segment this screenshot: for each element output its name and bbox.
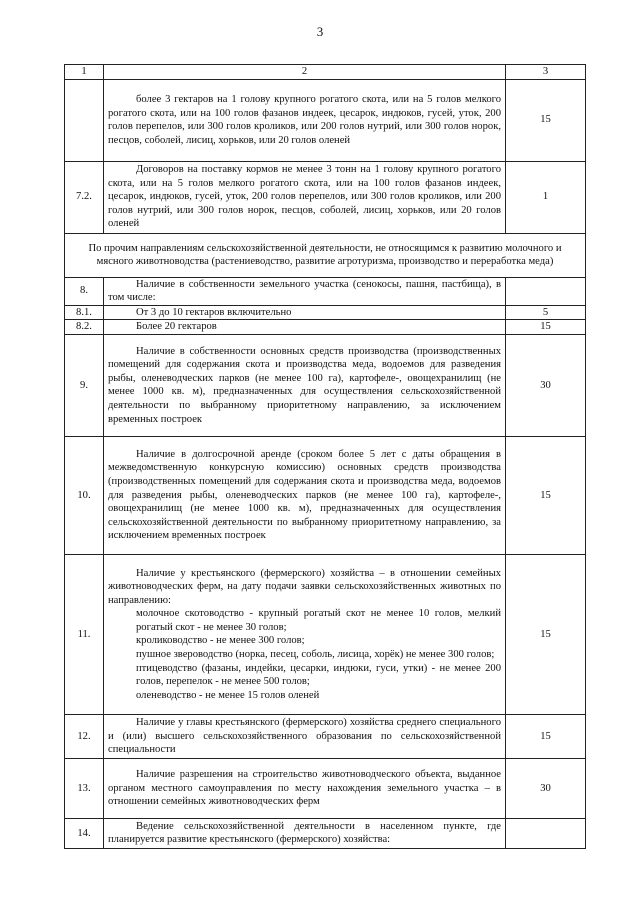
table-row xyxy=(65,79,586,161)
row-number: 12. xyxy=(65,714,104,758)
row-text: более 3 гектаров на 1 голову крупного рогатого скота, или на 5 голов мелкого рогатого скота, или на 100 голов фазанов индеек, цесарок, индюков, гусей, уток, 200 голов перепелов, или 300 голов кроликов, или 200 голов нутрий, или 300 голов норок, песцов, соболей, лисиц, хорьков, или 20 голов оленей xyxy=(104,79,506,161)
row-text: Ведение сельскохозяйственной деятельности в населенном пункте, где планируется развитие крестьянского (фермерского) хозяйства: xyxy=(104,818,506,848)
table-row xyxy=(65,334,586,436)
header-col-1: 1 xyxy=(65,65,104,80)
row-text xyxy=(104,554,506,714)
row-number: 8.1. xyxy=(65,305,104,320)
header-col-2: 2 xyxy=(104,65,506,80)
row-number: 14. xyxy=(65,818,104,848)
row-score: 1 xyxy=(506,161,586,233)
table-row xyxy=(65,320,586,335)
row-number xyxy=(65,79,104,161)
row-score: 5 xyxy=(506,305,586,320)
list-item: оленеводство - не менее 15 голов оленей xyxy=(136,689,320,701)
row-text: Наличие в долгосрочной аренде (сроком более 5 лет с даты обращения в межведомственную конкурсную комиссию) основных средств производства (производственных помещений для содержания скота и производства меда, водоемов для разведения рыбы, оленеводческих парков (не менее 100 га), картофеле-, овощехранилищ (не менее 1000 кв. м), предназначенных для осуществления сельскохозяйственной деятельности по выбранному приоритетному направлению, за исключением временных построек xyxy=(104,436,506,554)
row-text: Наличие в собственности земельного участка (сенокосы, пашня, пастбища), в том числе: xyxy=(104,277,506,305)
row-score: 15 xyxy=(506,554,586,714)
row-number: 8. xyxy=(65,277,104,305)
page-number: 3 xyxy=(316,24,324,39)
row-score: 15 xyxy=(506,436,586,554)
row-text: Более 20 гектаров xyxy=(104,320,506,335)
row-score: 30 xyxy=(506,758,586,818)
row-number: 8.2. xyxy=(65,320,104,335)
list-item: кролиководство - не менее 300 голов; xyxy=(136,635,305,647)
table-row xyxy=(65,758,586,818)
row-score xyxy=(506,818,586,848)
row-text: Договоров на поставку кормов не менее 3 тонн на 1 голову крупного рогатого скота, или на 5 голов мелкого рогатого скота, или на 100 голов фазанов индеек, цесарок, индюков, гусей, уток, 200 голов перепелов, или 300 голов кроликов, или 200 голов нутрий, или 300 голов норок, песцов, соболей, лисиц, хорьков, или 20 голов оленей xyxy=(104,161,506,233)
table-row xyxy=(65,436,586,554)
row-score xyxy=(506,277,586,305)
table-row xyxy=(65,161,586,233)
row-intro: Наличие у крестьянского (фермерского) хозяйства – в отношении семейных животноводческих ферм, на дату подачи заявки сельскохозяйственных животных по направлению: xyxy=(108,567,501,606)
section-row xyxy=(65,233,586,277)
table-header-row xyxy=(65,65,586,80)
table-row xyxy=(65,818,586,848)
row-number: 9. xyxy=(65,334,104,436)
row-number: 10. xyxy=(65,436,104,554)
section-heading: По прочим направлениям сельскохозяйственной деятельности, не относящимся к развитию молочного и мясного животноводства (растениеводство, развитие агротуризма, производство и переработка меда) xyxy=(65,233,586,277)
list-item: птицеводство (фазаны, индейки, цесарки, индюки, гуси, утки) - не менее 200 голов, перепелок - не менее 500 голов; xyxy=(136,662,501,688)
list-item: молочное скотоводство - крупный рогатый скот не менее 10 голов, мелкий рогатый скот - не менее 30 голов; xyxy=(136,608,501,633)
table-row xyxy=(65,714,586,758)
row-number: 13. xyxy=(65,758,104,818)
row-number: 7.2. xyxy=(65,161,104,233)
table-row xyxy=(65,554,586,714)
criteria-table xyxy=(64,64,586,849)
row-text: Наличие у главы крестьянского (фермерского) хозяйства среднего специального и (или) высшего сельскохозяйственного образования по сельскохозяйственной специальности xyxy=(104,714,506,758)
row-text: Наличие в собственности основных средств производства (производственных помещений для содержания скота и производства меда, водоемов для разведения рыбы, оленеводческих парков (не менее 100 га), картофеле-, овощехранилищ (не менее 1000 кв. м), предназначенных для осуществления сельскохозяйственной деятельности по выбранному приоритетному направлению, за исключением временных построек xyxy=(104,334,506,436)
row-score: 15 xyxy=(506,320,586,335)
header-col-3: 3 xyxy=(506,65,586,80)
row-number: 11. xyxy=(65,554,104,714)
list-item: пушное звероводство (норка, песец, соболь, лисица, хорёк) не менее 300 голов; xyxy=(136,649,495,661)
table-row xyxy=(65,277,586,305)
row-score: 15 xyxy=(506,714,586,758)
table-row xyxy=(65,305,586,320)
row-text: Наличие разрешения на строительство животноводческого объекта, выданное органом местного самоуправления по месту нахождения земельного участка – в отношении семейных животноводческих ферм xyxy=(104,758,506,818)
row-text: От 3 до 10 гектаров включительно xyxy=(104,305,506,320)
row-score: 30 xyxy=(506,334,586,436)
row-score: 15 xyxy=(506,79,586,161)
